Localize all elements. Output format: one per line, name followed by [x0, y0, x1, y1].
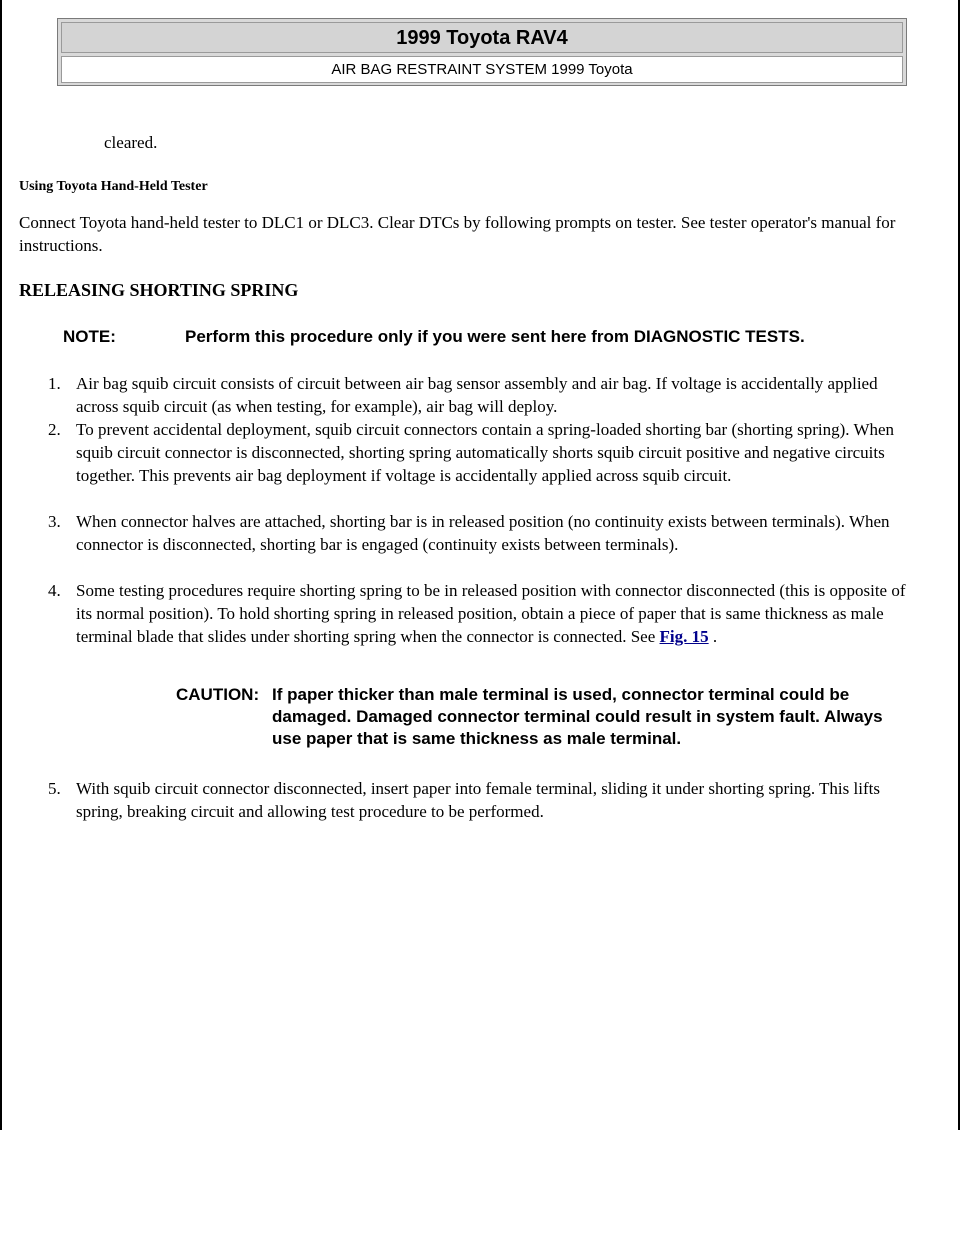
list-item-number: 1.	[48, 374, 61, 393]
list-item	[48, 777, 908, 823]
cleared-text: cleared.	[104, 133, 158, 152]
document-header	[57, 18, 907, 86]
list-item-text-after: .	[708, 627, 718, 646]
caution-text: If paper thicker than male terminal is used, connector terminal could be damaged. Damaged connector terminal could result in system fault. Always use paper that is same thickness as male terminal.	[272, 685, 883, 748]
list-item-text: With squib circuit connector disconnected, insert paper into female terminal, sliding it under shorting spring. This lifts spring, breaking circuit and allowing test procedure to be performed.	[76, 779, 880, 821]
note-label: NOTE:	[63, 327, 116, 346]
list-item-text-main: Some testing procedures require shorting spring to be in released position with connector disconnected (this is opposite of its normal position). To hold shorting spring in released position, obtain a piece of paper that is same thickness as male terminal blade that slides under shorting spring when the connector is connected. See	[76, 581, 906, 646]
caution-block	[176, 684, 896, 750]
header-subtitle: AIR BAG RESTRAINT SYSTEM 1999 Toyota	[61, 56, 903, 83]
list-item-text: When connector halves are attached, shorting bar is in released position (no continuity exists between terminals). When connector is disconnected, shorting bar is engaged (continuity exists between terminals).	[76, 512, 890, 554]
list-item	[48, 418, 908, 487]
list-item-text	[76, 579, 908, 648]
list-item-number: 5.	[48, 779, 61, 798]
header-title: 1999 Toyota RAV4	[61, 22, 903, 53]
fig-15-link[interactable]: Fig. 15	[659, 627, 709, 646]
releasing-heading: RELEASING SHORTING SPRING	[19, 280, 299, 300]
list-item-number: 3.	[48, 512, 61, 531]
list-item	[48, 372, 908, 418]
list-item-text: Air bag squib circuit consists of circuit between air bag sensor assembly and air bag. If voltage is accidentally applied across squib circuit (as when testing, for example), air bag will deploy.	[76, 374, 878, 416]
note-text: Perform this procedure only if you were sent here from DIAGNOSTIC TESTS.	[185, 327, 805, 346]
page-border-left	[0, 0, 2, 1130]
connect-paragraph: Connect Toyota hand-held tester to DLC1 or DLC3. Clear DTCs by following prompts on tester. See tester operator's manual for instructions.	[19, 213, 896, 255]
list-item-text: To prevent accidental deployment, squib circuit connectors contain a spring-loaded shorting bar (shorting spring). When squib circuit connector is disconnected, shorting spring automatically shorts squib circuit positive and negative circuits together. This prevents air bag deployment if voltage is accidentally applied across squib circuit.	[76, 420, 895, 485]
caution-label: CAUTION:	[176, 685, 260, 704]
list-item	[48, 510, 908, 556]
list-item	[48, 579, 908, 648]
using-tester-heading: Using Toyota Hand-Held Tester	[19, 179, 208, 194]
list-item-number: 2.	[48, 420, 61, 439]
list-item-number: 4.	[48, 581, 61, 600]
